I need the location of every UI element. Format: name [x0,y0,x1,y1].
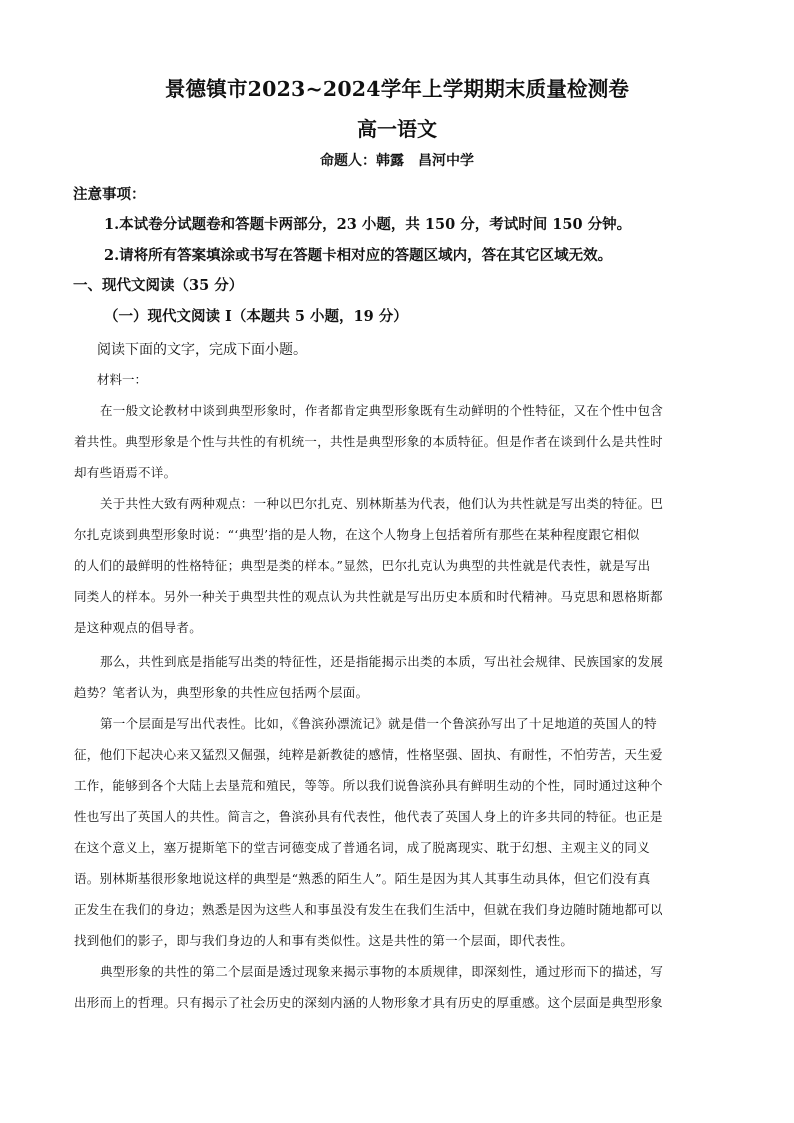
passage-line: 出形而上的哲理。只有揭示了社会历史的深刻内涵的人物形象才具有历史的厚重感。这个层面是典型形象 [74,995,663,1010]
passage-line: 语。别林斯基很形象地说这样的典型是“熟悉的陌生人”。陌生是因为其人其事生动具体，但它们没有真 [74,871,651,886]
author-line: 命题人：韩露 昌河中学 [320,153,474,169]
passage-line: 同类人的样本。另外一种关于典型共性的观点认为共性就是写出历史本质和时代精神。马克思和恩格斯都 [74,589,663,604]
sub-section-heading: （一）现代文阅读 I（本题共 5 小题，19 分） [104,308,408,325]
reading-instruction: 阅读下面的文字，完成下面小题。 [97,342,307,358]
passage-line: 关于共性大致有两种观点：一种以巴尔扎克、别林斯基为代表，他们认为共性就是写出类的特征。巴 [100,496,664,511]
passage-line: 趋势？笔者认为，典型形象的共性应包括两个层面。 [74,685,369,700]
exam-title: 景德镇市2023~2024学年上学期期末质量检测卷 [164,77,630,101]
section-heading: 一、现代文阅读（35 分） [73,277,244,294]
material-label: 材料一： [97,372,148,387]
passage-line: 征，他们下起决心来又猛烈又倔强，纯粹是新教徒的感情，性格坚强、固执、有耐性，不怕劳苦，天生爱 [74,747,663,762]
passage-line: 工作，能够到各个大陆上去垦荒和殖民，等等。所以我们说鲁滨孙具有鲜明生动的个性，同时通过这种个 [74,778,663,793]
passage-line: 那么，共性到底是指能写出类的特征性，还是指能揭示出类的本质，写出社会规律、民族国家的发展 [100,654,664,669]
passage-line: 找到他们的影子，即与我们身边的人和事有类似性。这是共性的第一个层面，即代表性。 [74,933,574,948]
passage-line: 的人们的最鲜明的性格特征；典型是类的样本。”显然，巴尔扎克认为典型的共性就是代表性，就是写出 [74,558,651,573]
passage-line: 典型形象的共性的第二个层面是透过现象来揭示事物的本质规律，即深刻性，通过形而下的描述，写 [100,964,664,979]
notice-item: 1.本试卷分试题卷和答题卡两部分，23 小题，共 150 分，考试时间 150 分钟。 [104,216,632,233]
passage-line: 在一般文论教材中谈到典型形象时，作者都肯定典型形象既有生动鲜明的个性特征，又在个性中包含 [100,403,664,418]
notice-item: 2.请将所有答案填涂或书写在答题卡相对应的答题区域内，答在其它区域无效。 [104,247,613,264]
passage-line: 性也写出了英国人的共性。简言之，鲁滨孙具有代表性，他代表了英国人身上的许多共同的特征。也正是 [74,809,663,824]
passage-line: 却有些语焉不详。 [74,465,177,480]
subject-title: 高一语文 [357,117,437,141]
passage-line: 第一个层面是写出代表性。比如，《鲁滨孙漂流记》就是借一个鲁滨孙写出了十足地道的英国人的特 [100,716,657,731]
passage-line: 是这种观点的倡导者。 [74,620,203,635]
passage-line: 尔扎克谈到典型形象时说：“‘典型’指的是人物，在这个人物身上包括着所有那些在某种程度跟它相似 [74,527,640,542]
passage-line: 着共性。典型形象是个性与共性的有机统一，共性是典型形象的本质特征。但是作者在谈到什么是共性时 [74,434,663,449]
notice-heading: 注意事项： [73,186,146,203]
passage-line: 在这个意义上，塞万提斯笔下的堂吉诃德变成了普通名词，成了脱离现实、耽于幻想、主观主义的同义 [74,840,651,855]
passage-line: 正发生在我们的身边；熟悉是因为这些人和事虽没有发生在我们生活中，但就在我们身边随时随地都可以 [74,902,663,917]
